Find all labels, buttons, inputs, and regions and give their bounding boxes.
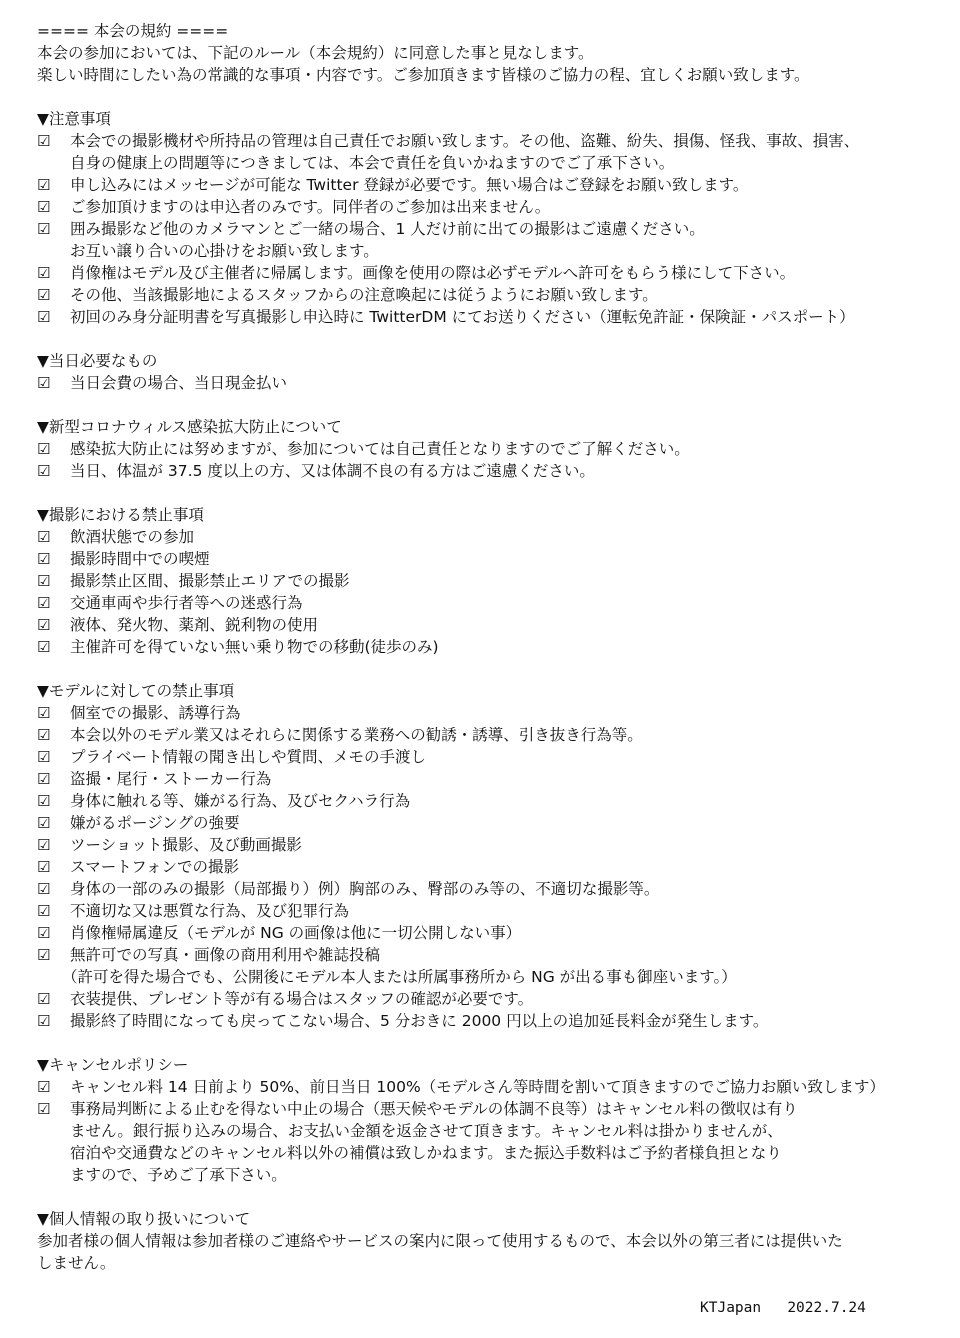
checkbox-icon: ☑ (37, 374, 51, 392)
checkbox-icon: ☑ (37, 462, 51, 480)
checkbox-icon: ☑ (37, 198, 51, 216)
document-footer (700, 1297, 866, 1319)
privacy-line-1: 参加者様の個人情報は参加者様のご連絡やサービスの案内に限って使用するもので、本会以外の第三者には提供いた (37, 1232, 843, 1250)
checkbox-icon: ☑ (37, 792, 51, 810)
list-item-continuation: お互い譲り合いの心掛けをお願い致します。 (70, 242, 379, 260)
list-item: ☑ 撮影禁止区間、撮影禁止エリアでの撮影 (37, 572, 350, 590)
checkbox-icon: ☑ (37, 880, 51, 898)
list-item: ☑ 申し込みにはメッセージが可能な Twitter 登録が必要です。無い場合はご登録をお願い致します。 (37, 176, 749, 194)
checkbox-icon: ☑ (37, 132, 51, 150)
list-item: ☑ 肖像権はモデル及び主催者に帰属します。画像を使用の際は必ずモデルへ許可をもらう様にして下さい。 (37, 264, 796, 282)
list-item: ☑ 不適切な又は悪質な行為、及び犯罪行為 (37, 902, 350, 920)
footer-org: KTJapan (700, 1300, 762, 1316)
checkbox-icon: ☑ (37, 946, 51, 964)
list-item: ☑ 主催許可を得ていない無い乗り物での移動(徒歩のみ) (37, 638, 439, 656)
section-heading-notes: ▼注意事項 (37, 110, 111, 128)
section-heading-needs: ▼当日必要なもの (37, 352, 158, 370)
section-heading-shoot-prohibited: ▼撮影における禁止事項 (37, 506, 204, 524)
list-item: ☑ 無許可での写真・画像の商用利用や雑誌投稿 (37, 946, 381, 964)
document-title: ==== 本会の規約 ==== (37, 22, 229, 40)
list-item: ☑ 交通車両や歩行者等への迷惑行為 (37, 594, 303, 612)
list-item-continuation: 宿泊や交通費などのキャンセル料以外の補償は致しかねます。また振込手数料はご予約者様負担となり (70, 1144, 782, 1162)
list-item: ☑ 当日会費の場合、当日現金払い (37, 374, 288, 392)
list-item-note: （許可を得た場合でも、公開後にモデル本人または所属事務所から NG が出る事も御座います。） (62, 968, 737, 986)
list-item: ☑ 感染拡大防止には努めますが、参加については自己責任となりますのでご了解ください。 (37, 440, 690, 458)
list-item-continuation: ません。銀行振り込みの場合、お支払い金額を返金させて頂きます。キャンセル料は掛かりませんが、 (70, 1122, 783, 1140)
list-item: ☑ 撮影時間中での喫煙 (37, 550, 210, 568)
intro-line-2: 楽しい時間にしたい為の常識的な事項・内容です。ご参加頂きます皆様のご協力の程、宜しくお願い致します。 (37, 66, 810, 84)
checkbox-icon: ☑ (37, 814, 51, 832)
list-item: ☑ 嫌がるポージングの強要 (37, 814, 240, 832)
list-item: ☑ キャンセル料 14 日前より 50%、前日当日 100%（モデルさん等時間を割いて頂きますのでご協力お願い致します） (37, 1078, 885, 1096)
section-heading-covid: ▼新型コロナウィルス感染拡大防止について (37, 418, 342, 436)
checkbox-icon: ☑ (37, 1012, 51, 1030)
checkbox-icon: ☑ (37, 704, 51, 722)
checkbox-icon: ☑ (37, 220, 51, 238)
checkbox-icon: ☑ (37, 836, 51, 854)
list-item: ☑ 囲み撮影など他のカメラマンとご一緒の場合、1 人だけ前に出ての撮影はご遠慮ください。 (37, 220, 705, 238)
checkbox-icon: ☑ (37, 726, 51, 744)
list-item-continuation: ますので、予めご了承下さい。 (70, 1166, 287, 1184)
list-item: ☑ 肖像権帰属違反（モデルが NG の画像は他に一切公開しない事） (37, 924, 522, 942)
list-item: ☑ 初回のみ身分証明書を写真撮影し申込時に TwitterDM にてお送りください（運転免許証・保険証・パスポート） (37, 308, 855, 326)
intro-line-1: 本会の参加においては、下記のルール（本会規約）に同意した事と見なします。 (37, 44, 594, 62)
checkbox-icon: ☑ (37, 1078, 51, 1096)
list-item: ☑ ご参加頂けますのは申込者のみです。同伴者のご参加は出来ません。 (37, 198, 551, 216)
list-item-continuation: 自身の健康上の問題等につきましては、本会で責任を負いかねますのでご了承下さい。 (70, 154, 675, 172)
checkbox-icon: ☑ (37, 264, 51, 282)
checkbox-icon: ☑ (37, 924, 51, 942)
checkbox-icon: ☑ (37, 594, 51, 612)
checkbox-icon: ☑ (37, 858, 51, 876)
list-item: ☑ 撮影終了時間になっても戻ってこない場合、5 分おきに 2000 円以上の追加延長料金が発生します。 (37, 1012, 769, 1030)
section-heading-cancel: ▼キャンセルポリシー (37, 1056, 189, 1074)
checkbox-icon: ☑ (37, 308, 51, 326)
list-item: ☑ その他、当該撮影地によるスタッフからの注意喚起には従うようにお願い致します。 (37, 286, 658, 304)
checkbox-icon: ☑ (37, 770, 51, 788)
list-item: ☑ 衣装提供、プレゼント等が有る場合はスタッフの確認が必要です。 (37, 990, 534, 1008)
footer-date: 2022.7.24 (787, 1300, 866, 1316)
list-item: ☑ 身体に触れる等、嫌がる行為、及びセクハラ行為 (37, 792, 411, 810)
section-heading-privacy: ▼個人情報の取り扱いについて (37, 1210, 251, 1228)
list-item: ☑ 液体、発火物、薬剤、鋭利物の使用 (37, 616, 319, 634)
checkbox-icon: ☑ (37, 176, 51, 194)
checkbox-icon: ☑ (37, 638, 51, 656)
checkbox-icon: ☑ (37, 616, 51, 634)
checkbox-icon: ☑ (37, 902, 51, 920)
checkbox-icon: ☑ (37, 440, 51, 458)
privacy-line-2: しません。 (37, 1254, 116, 1272)
list-item: ☑ 当日、体温が 37.5 度以上の方、又は体調不良の有る方はご遠慮ください。 (37, 462, 595, 480)
list-item: ☑ 事務局判断による止むを得ない中止の場合（悪天候やモデルの体調不良等）はキャンセル料の徴収は有り (37, 1100, 798, 1118)
list-item: ☑ 個室での撮影、誘導行為 (37, 704, 241, 722)
list-item: ☑ プライベート情報の聞き出しや質問、メモの手渡し (37, 748, 427, 766)
list-item: ☑ 本会以外のモデル業又はそれらに関係する業務への勧誘・誘導、引き抜き行為等。 (37, 726, 643, 744)
checkbox-icon: ☑ (37, 572, 51, 590)
list-item: ☑ 本会での撮影機材や所持品の管理は自己責任でお願い致します。その他、盗難、紛失、損傷、怪我、事故、損害、 (37, 132, 860, 150)
checkbox-icon: ☑ (37, 528, 51, 546)
list-item: ☑ スマートフォンでの撮影 (37, 858, 239, 876)
checkbox-icon: ☑ (37, 748, 51, 766)
checkbox-icon: ☑ (37, 550, 51, 568)
list-item: ☑ 盗撮・尾行・ストーカー行為 (37, 770, 272, 788)
checkbox-icon: ☑ (37, 1100, 51, 1118)
checkbox-icon: ☑ (37, 286, 51, 304)
list-item: ☑ 身体の一部のみの撮影（局部撮り）例）胸部のみ、臀部のみ等の、不適切な撮影等。 (37, 880, 660, 898)
list-item: ☑ ツーショット撮影、及び動画撮影 (37, 836, 302, 854)
checkbox-icon: ☑ (37, 990, 51, 1008)
list-item: ☑ 飲酒状態での参加 (37, 528, 195, 546)
section-heading-model-prohibited: ▼モデルに対しての禁止事項 (37, 682, 235, 700)
